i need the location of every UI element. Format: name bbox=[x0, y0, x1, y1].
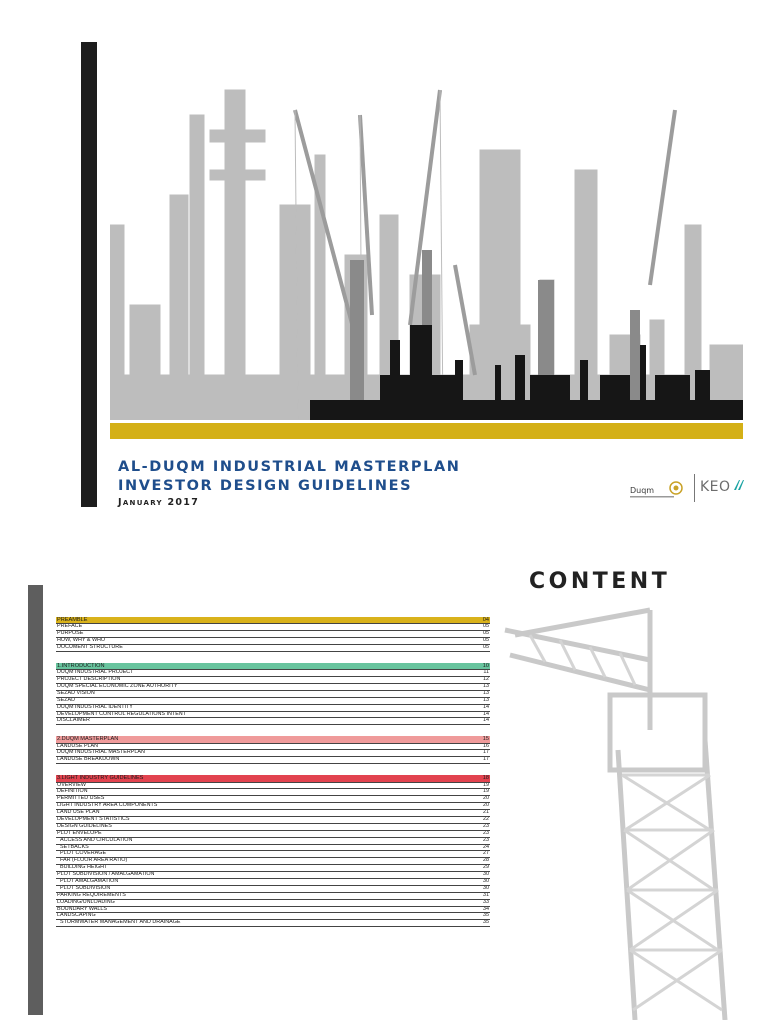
toc-item-page: 11 bbox=[483, 670, 489, 676]
toc-item-row[interactable] bbox=[56, 879, 490, 886]
toc-item-row[interactable] bbox=[56, 886, 490, 893]
toc-item-page: 14 bbox=[483, 711, 489, 717]
toc-item-page: 13 bbox=[483, 697, 489, 703]
toc-item-page: 05 bbox=[483, 644, 489, 650]
toc-item-label: DUQM INDUSTRIAL IDENTITY bbox=[57, 704, 133, 710]
keo-mark-icon bbox=[733, 479, 746, 491]
toc-section-label: 1.INTRODUCTION bbox=[57, 662, 105, 669]
toc-item-row[interactable] bbox=[56, 838, 490, 845]
toc-item-row[interactable] bbox=[56, 757, 490, 764]
toc-item-row[interactable] bbox=[56, 691, 490, 698]
toc-item-page: 23 bbox=[483, 837, 489, 843]
toc-item-page: 20 bbox=[483, 803, 489, 809]
toc-item-label: PARKING REQUIREMENTS bbox=[57, 892, 126, 898]
toc-item-row[interactable] bbox=[56, 872, 490, 879]
toc-item-page: 35 bbox=[483, 913, 489, 919]
toc-item-page: 14 bbox=[483, 704, 489, 710]
toc-section-row[interactable] bbox=[56, 663, 490, 670]
toc-item-row[interactable] bbox=[56, 684, 490, 691]
toc-item-label: PLOT COVERAGE bbox=[60, 851, 107, 857]
toc-item-row[interactable] bbox=[56, 913, 490, 920]
toc-item-label: DEVELOPMENT STATISTICS bbox=[57, 817, 130, 822]
toc-item-label: PLOT ENVELOPE bbox=[57, 830, 102, 836]
toc-item-label: LAND USE PLAN bbox=[57, 810, 100, 816]
toc-item-page: 17 bbox=[483, 750, 489, 756]
toc-item-row[interactable] bbox=[56, 920, 490, 927]
toc-item-page: 13 bbox=[483, 690, 489, 696]
duqm-logo-icon bbox=[630, 480, 688, 500]
toc-item-row[interactable] bbox=[56, 865, 490, 872]
cover-date: January 2017 bbox=[118, 497, 200, 508]
toc-item-label: SEZAD bbox=[57, 697, 75, 703]
toc-item-label: DUQM INDUSTRIAL PROJECT bbox=[57, 670, 134, 676]
toc-item-row[interactable] bbox=[56, 810, 490, 817]
toc-item-label: PURPOSE bbox=[57, 631, 84, 637]
toc-item-label: PROJECT DESCRIPTION bbox=[57, 677, 121, 683]
toc-item-label: LANDUSE PLAN bbox=[57, 743, 99, 749]
toc-item-page: 12 bbox=[483, 677, 489, 683]
toc-item-label: BUILDING HEIGHT bbox=[60, 865, 108, 871]
toc-item-page: 29 bbox=[483, 865, 489, 871]
toc-item-row[interactable] bbox=[56, 744, 490, 751]
toc-item-row[interactable] bbox=[56, 718, 490, 725]
toc-gap bbox=[56, 725, 490, 736]
toc-item-row[interactable] bbox=[56, 817, 490, 824]
toc-section-page: 10 bbox=[482, 662, 489, 669]
toc-item-page: 19 bbox=[483, 782, 489, 788]
toc-item-page: 23 bbox=[483, 830, 489, 836]
toc-item-label: DESIGN GUIDELINES bbox=[57, 823, 112, 829]
toc-item-label: DUQM INDUSTRIAL MASTERPLAN bbox=[57, 750, 145, 756]
keo-logo-text: KEO bbox=[700, 479, 731, 495]
toc-item-page: 14 bbox=[483, 718, 489, 724]
toc-item-label: BOUNDARY WALLS bbox=[57, 906, 107, 912]
toc-item-page: 20 bbox=[483, 796, 489, 802]
toc-item-row[interactable] bbox=[56, 845, 490, 852]
content-side-bar bbox=[28, 585, 43, 1015]
tower-crane-icon bbox=[500, 600, 745, 1020]
industrial-skyline-icon bbox=[110, 75, 743, 420]
toc-item-page: 28 bbox=[483, 858, 489, 864]
toc-item-label: STORMWATER MANAGEMENT AND DRAINAGE bbox=[60, 920, 181, 926]
toc-item-page: 35 bbox=[483, 920, 489, 926]
toc-item-page: 05 bbox=[483, 631, 489, 637]
toc-item-row[interactable] bbox=[56, 858, 490, 865]
toc-item-page: 30 bbox=[483, 872, 489, 878]
logo-divider bbox=[694, 474, 695, 502]
toc-item-page: 22 bbox=[483, 817, 489, 822]
toc-item-row[interactable] bbox=[56, 698, 490, 705]
toc-item-label: LANDSCAPING bbox=[57, 913, 96, 919]
toc-section-row[interactable] bbox=[56, 775, 490, 782]
toc-item-page: 24 bbox=[483, 844, 489, 850]
toc-item-row[interactable] bbox=[56, 893, 490, 900]
toc-item-label: FAR (FLOOR AREA RATIO) bbox=[60, 858, 128, 864]
toc-section-page: 15 bbox=[482, 736, 489, 743]
toc-item-page: 23 bbox=[483, 823, 489, 829]
toc-item-row[interactable] bbox=[56, 907, 490, 914]
toc-item-label: DISCLAIMER bbox=[57, 718, 90, 724]
toc-item-page: 16 bbox=[483, 743, 489, 749]
toc-item-label: DEVELOPMENT CONTROL REGULATIONS INTENT bbox=[57, 711, 186, 717]
keo-logo bbox=[700, 477, 746, 499]
cover-side-bar bbox=[81, 42, 97, 507]
toc-section-label: 2.DUQM MASTERPLAN bbox=[57, 736, 119, 743]
toc-item-page: 13 bbox=[483, 683, 489, 689]
toc-item-page: 19 bbox=[483, 789, 489, 795]
toc-item-label: HOW, WHY & WHO bbox=[57, 638, 106, 644]
cover-title: AL-DUQM INDUSTRIAL MASTERPLAN bbox=[118, 459, 461, 475]
toc-section-row[interactable] bbox=[56, 736, 490, 743]
toc-item-row[interactable] bbox=[56, 645, 490, 652]
toc-item-row[interactable] bbox=[56, 631, 490, 638]
cover-subtitle: INVESTOR DESIGN GUIDELINES bbox=[118, 478, 413, 494]
toc-item-page: 17 bbox=[483, 757, 489, 763]
toc-item-page: 21 bbox=[483, 810, 489, 816]
toc-item-row[interactable] bbox=[56, 670, 490, 677]
toc-item-label: SETBACKS bbox=[60, 844, 89, 850]
toc-item-row[interactable] bbox=[56, 851, 490, 858]
toc-item-label: ACCESS AND CIRCULATION bbox=[60, 837, 133, 843]
toc-item-label: SEZAD VISION bbox=[57, 690, 95, 696]
toc-item-row[interactable] bbox=[56, 803, 490, 810]
toc-item-row[interactable] bbox=[56, 783, 490, 790]
toc-item-page: 33 bbox=[483, 899, 489, 905]
toc-item-page: 05 bbox=[483, 624, 489, 630]
toc-item-label: LIGHT INDUSTRY AREA COMPONENTS bbox=[57, 803, 158, 809]
toc-section-row[interactable] bbox=[56, 617, 490, 624]
toc-item-page: 30 bbox=[483, 879, 489, 885]
duqm-logo-text: Duqm bbox=[630, 486, 655, 495]
toc-item-page: 31 bbox=[483, 892, 489, 898]
toc-item-label: PREFACE bbox=[57, 624, 83, 630]
toc-item-row[interactable] bbox=[56, 900, 490, 907]
toc-item-row[interactable] bbox=[56, 677, 490, 684]
toc-gap bbox=[56, 652, 490, 663]
toc-item-row[interactable] bbox=[56, 638, 490, 645]
toc-item-row[interactable] bbox=[56, 712, 490, 719]
toc-item-label: PLOT AMALGAMATION bbox=[60, 879, 119, 885]
toc-item-row[interactable] bbox=[56, 624, 490, 631]
toc-item-row[interactable] bbox=[56, 750, 490, 757]
toc-item-page: 27 bbox=[483, 851, 489, 857]
toc-item-page: 34 bbox=[483, 906, 489, 912]
toc-item-label: DUQM SPECIAL ECONOMIC ZONE AUTHORITY bbox=[57, 683, 178, 689]
toc-item-label: OVERVIEW bbox=[57, 782, 86, 788]
toc-item-label: DEFINITION bbox=[57, 789, 88, 795]
toc-section-page: 18 bbox=[482, 775, 489, 782]
toc-section-label: 3.LIGHT INDUSTRY GUIDELINES bbox=[57, 775, 144, 782]
toc-section-page: 04 bbox=[482, 617, 489, 623]
toc-item-label: PERMITTED USES bbox=[57, 796, 105, 802]
cover-gold-band bbox=[110, 423, 743, 439]
content-heading: CONTENT bbox=[529, 569, 671, 594]
toc-gap bbox=[56, 764, 490, 775]
cover-logos bbox=[630, 474, 745, 504]
toc-section-label: PREAMBLE bbox=[57, 617, 88, 623]
toc-item-row[interactable] bbox=[56, 831, 490, 838]
toc-item-row[interactable] bbox=[56, 705, 490, 712]
cover-title-block bbox=[118, 458, 461, 508]
toc-item-label: DOCUMENT STRUCTURE bbox=[57, 644, 123, 650]
toc-item-label: PLOT SUBDIVISION / AMALGAMATION bbox=[57, 872, 155, 878]
toc-item-row[interactable] bbox=[56, 789, 490, 796]
toc-item-page: 05 bbox=[483, 638, 489, 644]
toc-item-label: LOADING/UNLOADING bbox=[57, 899, 115, 905]
toc-item-label: LANDUSE BREAKDOWN bbox=[57, 757, 120, 763]
toc-item-label: PLOT SUBDIVISION bbox=[60, 885, 111, 891]
table-of-contents bbox=[56, 617, 490, 927]
toc-item-row[interactable] bbox=[56, 796, 490, 803]
toc-item-page: 30 bbox=[483, 885, 489, 891]
toc-item-row[interactable] bbox=[56, 824, 490, 831]
